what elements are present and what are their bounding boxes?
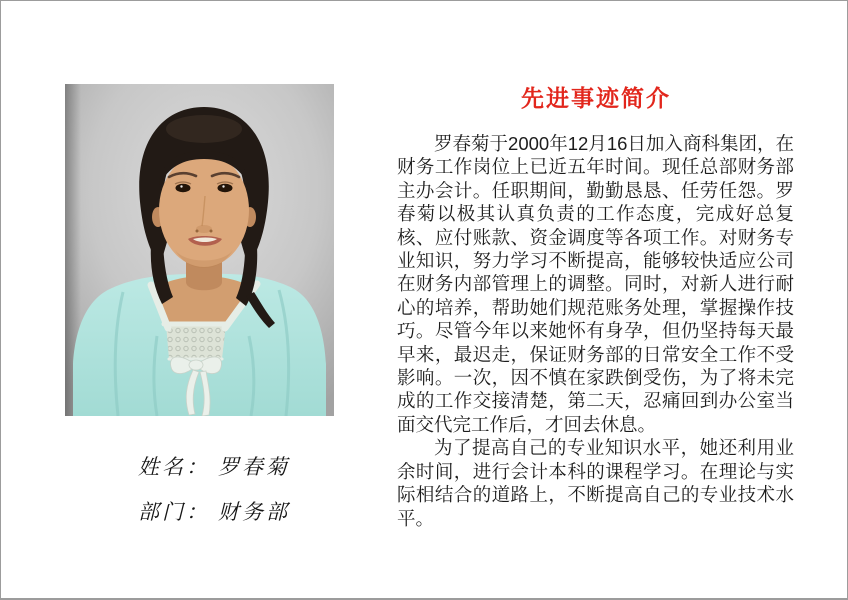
employee-portrait-photo (65, 84, 334, 416)
portrait-illustration (65, 84, 334, 416)
left-eye (176, 184, 191, 192)
name-value: 罗春菊 (218, 455, 290, 479)
right-eye (218, 184, 233, 192)
article-body (397, 132, 794, 530)
article-paragraph-2: 为了提高自己的专业知识水平，她还利用业余时间，进行会计本科的课程学习。在理论与实际相结合的道路上，不断提高自己的专业技术水平。 (397, 437, 794, 529)
name-row (138, 451, 290, 481)
profile-fields (138, 451, 290, 541)
department-row (138, 496, 290, 526)
article-paragraph-1: 罗春菊于2000年12月16日加入商科集团，在财务工作岗位上已近五年时间。现任总部财务部主办会计。任职期间，勤勤恳恳、任劳任怨。罗春菊以极其认真负责的工作态度，完成好总复核、应付账款、资金调度等各项工作。对财务专业知识，努力学习不断提高，能够较快适应公司在财务内部管理上的调整。同时，对新人进行耐心的培养，帮助她们规范账务处理，掌握操作技巧。尽管今年以来她怀有身孕，但仍坚持每天最早来，最迟走，保证财务部的日常安全工作不受影响。一次，因不慎在家跌倒受伤，为了将未完成的工作交接清楚，第二天，忍痛回到办公室当面交代完工作后，才回去休息。 (397, 133, 794, 435)
lace-panel (164, 324, 228, 359)
page-title: 先进事迹简介 (521, 85, 671, 111)
department-value: 财务部 (218, 500, 290, 524)
name-label: 姓名： (138, 455, 210, 479)
department-label: 部门： (138, 500, 210, 524)
